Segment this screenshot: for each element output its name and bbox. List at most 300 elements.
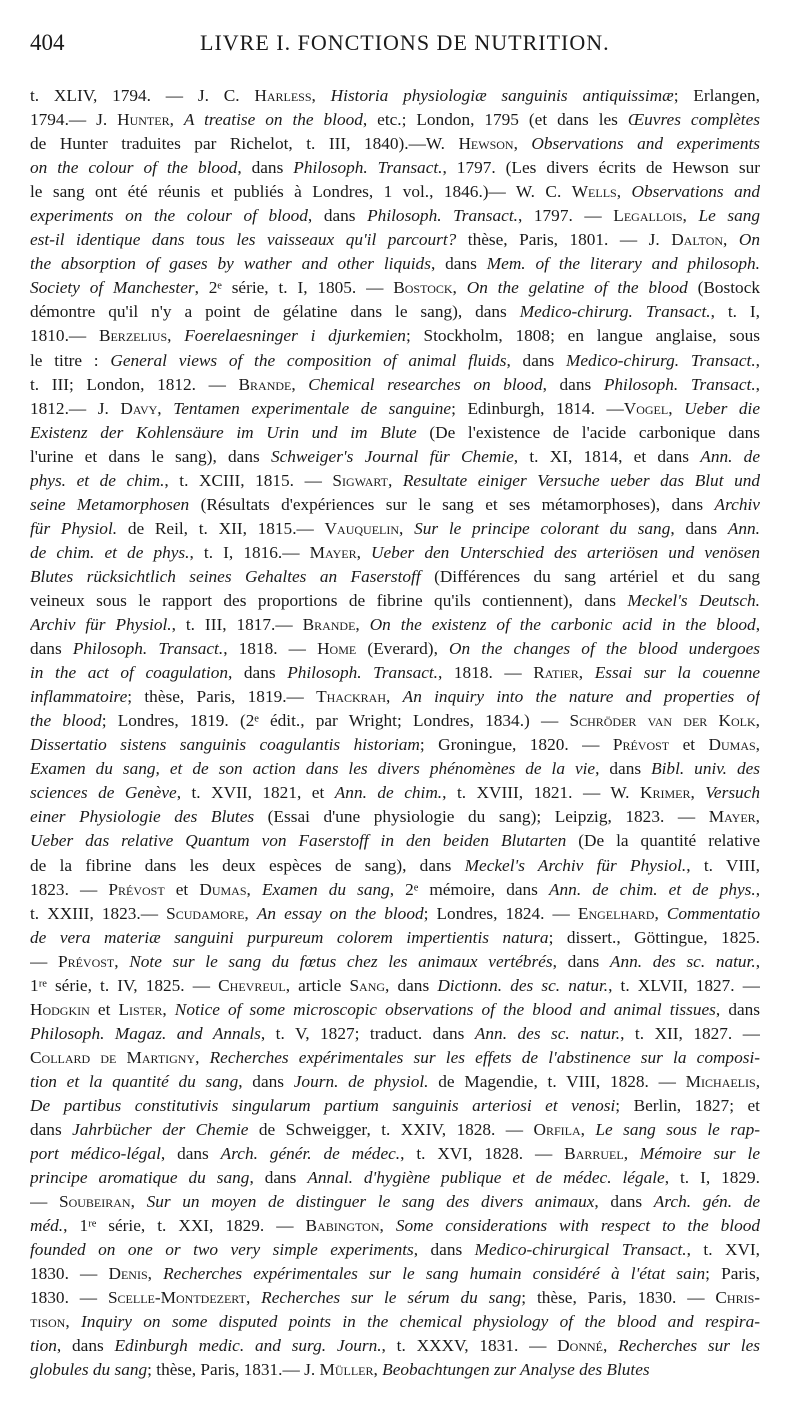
text-line bbox=[30, 1358, 760, 1382]
text-line bbox=[30, 902, 760, 926]
title-text: est-il identique dans tous les vaisseaux qu'il parcourt? bbox=[30, 230, 457, 250]
plain-text: 1830. — bbox=[30, 1288, 108, 1308]
title-text: the absorption of gases by wather and other liquids bbox=[30, 254, 431, 274]
title-text: in the act of coagulation bbox=[30, 663, 229, 683]
title-text: Arch. génér. de médec. bbox=[220, 1144, 401, 1164]
title-text: Ueber den Unterschied des arteriösen und venösen bbox=[371, 542, 760, 562]
title-text: tion et la quantité du sang bbox=[30, 1071, 239, 1091]
title-text: Observations and bbox=[631, 182, 760, 202]
plain-text: , bbox=[147, 1264, 164, 1284]
text-line bbox=[30, 781, 760, 805]
title-text: einer Physiologie des Blutes bbox=[30, 807, 255, 827]
text-line bbox=[30, 1262, 760, 1286]
title-text: Ueber die bbox=[684, 398, 760, 418]
text-line bbox=[30, 1166, 760, 1190]
text-line bbox=[30, 445, 760, 469]
plain-text: , bbox=[755, 1071, 760, 1091]
plain-text: , bbox=[755, 807, 760, 827]
text-line bbox=[30, 252, 760, 276]
plain-text: , bbox=[755, 879, 760, 899]
plain-text: , dans bbox=[238, 1071, 294, 1091]
plain-text: t. XLIV, 1794. — J. C. bbox=[30, 86, 255, 105]
plain-text: ; dissert., Göttingue, 1825. bbox=[548, 927, 760, 947]
text-line bbox=[30, 589, 760, 613]
title-text: Mémoire sur le bbox=[639, 1144, 760, 1164]
title-text: principe aromatique du sang bbox=[30, 1168, 250, 1188]
author-name: Michaelis bbox=[685, 1071, 756, 1091]
plain-text: , 1797. — bbox=[517, 206, 614, 226]
title-text: Medico-chirurgical Transact. bbox=[474, 1240, 687, 1260]
plain-text: , t. I, 1816.— bbox=[189, 542, 310, 562]
plain-text: , bbox=[616, 182, 632, 202]
author-name: Scelle-Montdezert bbox=[107, 1288, 246, 1308]
title-text: Dissertatio sistens sanguinis coagulantis historiam bbox=[30, 735, 420, 755]
plain-text: , bbox=[399, 518, 415, 538]
text-line bbox=[30, 1094, 760, 1118]
text-line bbox=[30, 685, 760, 709]
plain-text: , dans bbox=[385, 975, 438, 995]
author-name: Prévost bbox=[612, 735, 670, 755]
title-text: Ann. bbox=[727, 518, 760, 538]
title-text: Versuch bbox=[705, 783, 760, 803]
plain-text: , dans bbox=[595, 759, 652, 779]
plain-text: ; Erlangen, bbox=[673, 86, 760, 105]
title-text: seine Metamorphosen bbox=[30, 494, 190, 514]
title-text: globules du sang bbox=[30, 1360, 148, 1380]
plain-text: , t. XXXV, 1831. — bbox=[381, 1336, 558, 1356]
plain-text: , dans bbox=[594, 1192, 654, 1212]
title-text: Le sang sous le rap- bbox=[595, 1120, 760, 1140]
title-text: Existenz der Kohlensäure im Urin und im Blute bbox=[30, 422, 417, 442]
plain-text: , bbox=[311, 86, 331, 105]
author-name: Legallois bbox=[613, 206, 683, 226]
title-text: Archiv bbox=[714, 494, 760, 514]
plain-text: ; Groningue, 1820. — bbox=[419, 735, 613, 755]
text-line bbox=[30, 228, 760, 252]
plain-text: , bbox=[682, 206, 699, 226]
plain-text: — bbox=[30, 1192, 59, 1212]
text-line bbox=[30, 733, 760, 757]
plain-text: ; Berlin, 1827; et bbox=[615, 1095, 760, 1115]
title-text: Society of Manchester bbox=[30, 278, 195, 298]
plain-text: , dans bbox=[228, 663, 288, 683]
plain-text: veineux sous le rapport des proportions de fibrine qu'ils contiennent), dans bbox=[30, 590, 628, 610]
title-text: General views of the composition of animal fluids bbox=[110, 350, 507, 370]
plain-text: (De la quantité relative bbox=[566, 831, 760, 851]
text-line bbox=[30, 854, 760, 878]
plain-text: , bbox=[355, 615, 370, 635]
title-text: Schweiger's Journal für Chemie bbox=[270, 446, 514, 466]
title-text: Notice of some microscopic observations of the blood and animal tissues bbox=[174, 999, 716, 1019]
author-name: Home bbox=[317, 639, 357, 659]
plain-text: , bbox=[244, 903, 257, 923]
plain-text: 1812.— J. bbox=[30, 398, 121, 418]
text-line bbox=[30, 180, 760, 204]
author-name: Orfila bbox=[533, 1120, 581, 1140]
plain-text: , dans bbox=[249, 1168, 308, 1188]
plain-text: de la fibrine dans les deux espèces de sang), dans bbox=[30, 855, 465, 875]
text-line bbox=[30, 132, 760, 156]
title-text: Medico-chirurg. Transact. bbox=[519, 302, 711, 322]
plain-text: , bbox=[755, 374, 760, 394]
title-text: On the existenz of the carbonic acid in the blood bbox=[369, 615, 756, 635]
plain-text: , bbox=[387, 470, 403, 490]
plain-text: , t. I, 1829. bbox=[664, 1168, 760, 1188]
plain-text: ; thèse, Paris, 1819.— bbox=[127, 687, 317, 707]
plain-text: , bbox=[452, 278, 467, 298]
text-line bbox=[30, 1190, 760, 1214]
plain-text: , bbox=[167, 326, 185, 346]
bibliography-text bbox=[30, 84, 760, 1383]
author-name: Dalton bbox=[671, 230, 724, 250]
title-text: Bibl. univ. des bbox=[651, 759, 760, 779]
plain-text: dans bbox=[30, 639, 73, 659]
text-line bbox=[30, 1286, 760, 1310]
title-text: Essai sur la couenne bbox=[594, 663, 760, 683]
plain-text: t. XXIII, 1823.— bbox=[30, 903, 167, 923]
plain-text: , etc.; London, 1795 (et dans les bbox=[362, 110, 628, 130]
title-text: Examen du sang, et de son action dans les divers phénomènes de la vie bbox=[30, 759, 596, 779]
plain-text: , bbox=[623, 1144, 640, 1164]
title-text: Medico-chirurg. Transact. bbox=[565, 350, 756, 370]
author-name: Hunter bbox=[117, 110, 170, 130]
text-line bbox=[30, 373, 760, 397]
author-name: Schröder van der Kolk bbox=[569, 711, 756, 731]
plain-text: (Everard), bbox=[356, 639, 450, 659]
plain-text: , bbox=[356, 542, 372, 562]
title-text: founded on one or two very simple experiments bbox=[30, 1240, 414, 1260]
text-line bbox=[30, 397, 760, 421]
page-header bbox=[30, 30, 760, 80]
title-text: de chim. et de phys. bbox=[30, 542, 190, 562]
text-line bbox=[30, 517, 760, 541]
plain-text: — bbox=[30, 951, 58, 971]
author-name: Prévost bbox=[57, 951, 115, 971]
title-text: Mem. of the literary and philosoph. bbox=[486, 254, 760, 274]
plain-text: , bbox=[755, 615, 760, 635]
plain-text: , dans bbox=[552, 951, 610, 971]
title-text: Resultate einiger Versuche ueber das Blut und bbox=[402, 470, 760, 490]
plain-text: , 1818. — bbox=[438, 663, 534, 683]
text-line bbox=[30, 349, 760, 373]
plain-text: et bbox=[89, 999, 119, 1019]
plain-text: l'urine et dans le sang), dans bbox=[30, 446, 271, 466]
plain-text: , article bbox=[285, 975, 350, 995]
plain-text: , dans bbox=[413, 1240, 475, 1260]
text-line bbox=[30, 926, 760, 950]
text-line bbox=[30, 1046, 760, 1070]
text-line bbox=[30, 950, 760, 974]
text-line bbox=[30, 1310, 760, 1334]
text-line bbox=[30, 709, 760, 733]
author-name: Hewson bbox=[458, 134, 514, 154]
title-text: experiments on the colour of blood bbox=[30, 206, 308, 226]
text-line bbox=[30, 974, 760, 998]
plain-text: (Essai d'une physiologie du sang); Leipzig, 1823. — bbox=[254, 807, 709, 827]
text-line bbox=[30, 805, 760, 829]
author-name: Berzelius bbox=[98, 326, 168, 346]
plain-text: , t. VIII, bbox=[686, 855, 760, 875]
plain-text: le titre : bbox=[30, 350, 111, 370]
author-name: Prévost bbox=[108, 879, 165, 899]
text-line bbox=[30, 204, 760, 228]
title-text: On the gelatine of the blood bbox=[466, 278, 688, 298]
plain-text: dans bbox=[30, 1120, 73, 1140]
author-name: Mayer bbox=[708, 807, 756, 827]
author-name: Wells bbox=[571, 182, 617, 202]
author-name: Bostock bbox=[393, 278, 453, 298]
title-text: Recherches expérimentales sur les effets de l'abstinence sur la composi- bbox=[209, 1047, 760, 1067]
author-name: Chevreul bbox=[218, 975, 286, 995]
plain-text: , bbox=[246, 879, 262, 899]
author-name: Scudamore bbox=[166, 903, 245, 923]
plain-text: (De l'existence de l'acide carbonique dans bbox=[416, 422, 760, 442]
author-name: Barruel bbox=[564, 1144, 624, 1164]
title-text: Sur le principe colorant du sang bbox=[414, 518, 671, 538]
text-line bbox=[30, 878, 760, 902]
title-text: Ueber das relative Quantum von Faserstoff in den beiden Blutarten bbox=[30, 831, 567, 851]
title-text: Foerelaesninger i djurkemien bbox=[184, 326, 406, 346]
title-text: Observations and experiments bbox=[531, 134, 760, 154]
plain-text: , bbox=[578, 663, 595, 683]
title-text: méd. bbox=[30, 1216, 64, 1236]
title-text: Ann. des sc. natur. bbox=[609, 951, 756, 971]
plain-text: ; thèse, Paris, 1831.— J. bbox=[147, 1360, 320, 1380]
text-line bbox=[30, 565, 760, 589]
title-text: für Physiol. bbox=[30, 518, 118, 538]
plain-text: , bbox=[195, 1047, 210, 1067]
plain-text: , 1ʳᵉ série, t. XXI, 1829. — bbox=[63, 1216, 306, 1236]
text-line bbox=[30, 1022, 760, 1046]
title-text: Recherches sur le sérum du sang bbox=[261, 1288, 522, 1308]
title-text: Philosoph. Transact. bbox=[603, 374, 756, 394]
title-text: Archiv für Physiol. bbox=[30, 615, 172, 635]
plain-text: , bbox=[755, 711, 760, 731]
author-name: Brande bbox=[302, 615, 356, 635]
plain-text: 1830. — bbox=[30, 1264, 109, 1284]
text-line bbox=[30, 637, 760, 661]
author-name: Sigwart bbox=[332, 470, 388, 490]
plain-text: , dans bbox=[542, 374, 604, 394]
plain-text: , dans bbox=[715, 999, 760, 1019]
plain-text: , bbox=[755, 350, 760, 370]
title-text: tion bbox=[30, 1336, 57, 1356]
author-name: Lister bbox=[118, 999, 163, 1019]
title-text: Philosoph. Transact. bbox=[287, 663, 439, 683]
text-line bbox=[30, 1214, 760, 1238]
plain-text: , bbox=[169, 110, 184, 130]
title-text: Philosoph. Transact. bbox=[72, 639, 224, 659]
text-line bbox=[30, 1118, 760, 1142]
plain-text: , t. XCIII, 1815. — bbox=[164, 470, 333, 490]
author-name: Engelhard bbox=[577, 903, 655, 923]
text-line bbox=[30, 1070, 760, 1094]
title-text: de vera materiæ sanguini purpureum colorem impertientis natura bbox=[30, 927, 549, 947]
plain-text: ; Paris, bbox=[705, 1264, 760, 1284]
plain-text: (Bostock bbox=[687, 278, 760, 298]
plain-text: , t. V, 1827; traduct. dans bbox=[260, 1023, 475, 1043]
text-line bbox=[30, 324, 760, 348]
author-name: Thackrah bbox=[316, 687, 387, 707]
title-text: Ann. des sc. natur. bbox=[474, 1023, 621, 1043]
plain-text: thèse, Paris, 1801. — J. bbox=[456, 230, 672, 250]
title-text: Tentamen experimentale de sanguine bbox=[173, 398, 452, 418]
author-name: Brande bbox=[238, 374, 292, 394]
title-text: An essay on the blood bbox=[256, 903, 424, 923]
plain-text: , bbox=[755, 735, 760, 755]
plain-text: , dans bbox=[56, 1336, 115, 1356]
plain-text: et bbox=[164, 879, 200, 899]
author-name: Dumas bbox=[708, 735, 756, 755]
text-line bbox=[30, 1238, 760, 1262]
title-text: Recherches expérimentales sur le sang humain considéré à l'état sain bbox=[163, 1264, 706, 1284]
text-line bbox=[30, 757, 760, 781]
title-text: Philosoph. Magaz. and Annals bbox=[30, 1023, 261, 1043]
plain-text: , t. XVII, 1821, et bbox=[176, 783, 335, 803]
author-name: Denis bbox=[108, 1264, 148, 1284]
plain-text: , dans bbox=[506, 350, 566, 370]
plain-text: , bbox=[373, 1360, 383, 1380]
author-name: Vogel bbox=[623, 398, 669, 418]
plain-text: (Résultats d'expériences sur le sang et ses métamorphoses), dans bbox=[189, 494, 715, 514]
plain-text: , bbox=[668, 398, 685, 418]
plain-text: , t. XVIII, 1821. — W. bbox=[442, 783, 640, 803]
plain-text: , bbox=[65, 1312, 82, 1332]
author-name: Harless bbox=[254, 86, 312, 105]
plain-text: le sang ont été réunis et publiés à Londres, 1 vol., 1846.)— W. C. bbox=[30, 182, 572, 202]
text-line bbox=[30, 1142, 760, 1166]
author-name: Ratier bbox=[533, 663, 579, 683]
plain-text: , 1818. — bbox=[223, 639, 318, 659]
plain-text: ; Londres, 1824. — bbox=[423, 903, 578, 923]
title-text: on the colour of the blood bbox=[30, 158, 238, 178]
plain-text: , t. XI, 1814, et dans bbox=[513, 446, 701, 466]
plain-text: , bbox=[580, 1120, 596, 1140]
text-line bbox=[30, 661, 760, 685]
title-text: Some considerations with respect to the blood bbox=[395, 1216, 760, 1236]
title-text: Meckel's Deutsch. bbox=[627, 590, 760, 610]
plain-text: démontre qu'il n'y a point de gélatine dans le sang), dans bbox=[30, 302, 520, 322]
plain-text: 1810.— bbox=[30, 326, 99, 346]
plain-text: , bbox=[291, 374, 309, 394]
title-text: Ann. de chim. et de phys. bbox=[548, 879, 756, 899]
plain-text: , dans bbox=[670, 518, 728, 538]
title-text: Ann. de bbox=[700, 446, 760, 466]
plain-text: , bbox=[723, 230, 739, 250]
title-text: Dictionn. des sc. natur. bbox=[437, 975, 609, 995]
text-line bbox=[30, 469, 760, 493]
plain-text: t. III; London, 1812. — bbox=[30, 374, 239, 394]
plain-text: et bbox=[669, 735, 709, 755]
title-text: Journ. de physiol. bbox=[293, 1071, 429, 1091]
plain-text: de Magendie, t. VIII, 1828. — bbox=[428, 1071, 686, 1091]
author-name: Babington bbox=[305, 1216, 380, 1236]
title-text: Commentatio bbox=[666, 903, 760, 923]
plain-text: , bbox=[690, 783, 706, 803]
plain-text: , bbox=[114, 951, 130, 971]
plain-text: 1794.— J. bbox=[30, 110, 118, 130]
title-text: Philosoph. Transact. bbox=[367, 206, 518, 226]
title-text: Meckel's Archiv für Physiol. bbox=[464, 855, 687, 875]
title-text: Arch. gén. de bbox=[653, 1192, 760, 1212]
title-text: Ann. de chim. bbox=[334, 783, 443, 803]
title-text: the blood bbox=[30, 711, 102, 731]
title-text: Le sang bbox=[698, 206, 760, 226]
plain-text: de Reil, t. XII, 1815.— bbox=[117, 518, 325, 538]
text-line bbox=[30, 541, 760, 565]
plain-text: ; Edinburgh, 1814. — bbox=[451, 398, 624, 418]
author-name: Müller bbox=[319, 1360, 374, 1380]
plain-text: , t. III, 1817.— bbox=[171, 615, 303, 635]
plain-text: , bbox=[130, 1192, 147, 1212]
title-text: inflammatoire bbox=[30, 687, 128, 707]
author-name: Donné bbox=[557, 1336, 603, 1356]
plain-text: , bbox=[755, 951, 760, 971]
plain-text: 1823. — bbox=[30, 879, 109, 899]
title-text: phys. et de chim. bbox=[30, 470, 165, 490]
plain-text: , bbox=[513, 134, 532, 154]
plain-text: , bbox=[654, 903, 667, 923]
author-name: Collard de Martigny bbox=[30, 1047, 196, 1067]
title-text: An inquiry into the nature and properties of bbox=[402, 687, 760, 707]
text-line bbox=[30, 613, 760, 637]
title-text: Examen du sang bbox=[261, 879, 390, 899]
plain-text: , bbox=[602, 1336, 619, 1356]
plain-text: , 1797. (Les divers écrits de Hewson sur bbox=[442, 158, 760, 178]
author-name: Dumas bbox=[199, 879, 247, 899]
text-line bbox=[30, 421, 760, 445]
plain-text: , bbox=[162, 999, 175, 1019]
author-name: Soubeiran bbox=[58, 1192, 131, 1212]
plain-text: , t. I, bbox=[710, 302, 760, 322]
title-text: Edinburgh medic. and surg. Journ. bbox=[114, 1336, 382, 1356]
text-line bbox=[30, 108, 760, 132]
plain-text: , t. XLVII, 1827. — bbox=[608, 975, 760, 995]
running-head: LIVRE I. FONCTIONS DE NUTRITION. bbox=[200, 30, 610, 55]
title-text: port médico-légal bbox=[30, 1144, 161, 1164]
author-name: Sang bbox=[349, 975, 386, 995]
title-text: De partibus constitutivis singularum partium sanguinis arteriosi et venosi bbox=[30, 1095, 616, 1115]
title-text: Œuvres complètes bbox=[627, 110, 760, 130]
title-text: Annal. d'hygiène publique et de médec. légale bbox=[307, 1168, 665, 1188]
text-line bbox=[30, 156, 760, 180]
plain-text: , bbox=[379, 1216, 396, 1236]
plain-text: de Schweigger, t. XXIV, 1828. — bbox=[248, 1120, 534, 1140]
title-text: Historia physiologiæ sanguinis antiquissimæ bbox=[330, 86, 674, 105]
author-name: Krimer bbox=[639, 783, 691, 803]
plain-text: (Différences du sang artériel et du sang bbox=[420, 566, 760, 586]
title-text: On the changes of the blood undergoes bbox=[449, 639, 760, 659]
title-text: Recherches sur les bbox=[618, 1336, 760, 1356]
plain-text: , 2ᵉ mémoire, dans bbox=[389, 879, 549, 899]
title-text: Sur un moyen de distinguer le sang des divers animaux bbox=[146, 1192, 595, 1212]
plain-text: , dans bbox=[430, 254, 487, 274]
plain-text: , dans bbox=[237, 158, 294, 178]
text-line bbox=[30, 84, 760, 108]
plain-text: ; Stockholm, 1808; en langue anglaise, sous bbox=[405, 326, 760, 346]
title-text: On bbox=[738, 230, 760, 250]
title-text: Inquiry on some disputed points in the chemical physiology of the blood and respira- bbox=[81, 1312, 760, 1332]
text-line bbox=[30, 493, 760, 517]
plain-text: , t. XVI, 1828. — bbox=[400, 1144, 565, 1164]
plain-text: , t. XII, 1827. — bbox=[620, 1023, 760, 1043]
text-line bbox=[30, 829, 760, 853]
author-name: tison bbox=[30, 1312, 66, 1332]
plain-text: , 2ᵉ série, t. I, 1805. — bbox=[194, 278, 394, 298]
plain-text: 1ʳᵉ série, t. IV, 1825. — bbox=[30, 975, 219, 995]
title-text: Note sur le sang du fœtus chez les animaux vertébrés bbox=[129, 951, 553, 971]
author-name: Vauquelin bbox=[324, 518, 400, 538]
